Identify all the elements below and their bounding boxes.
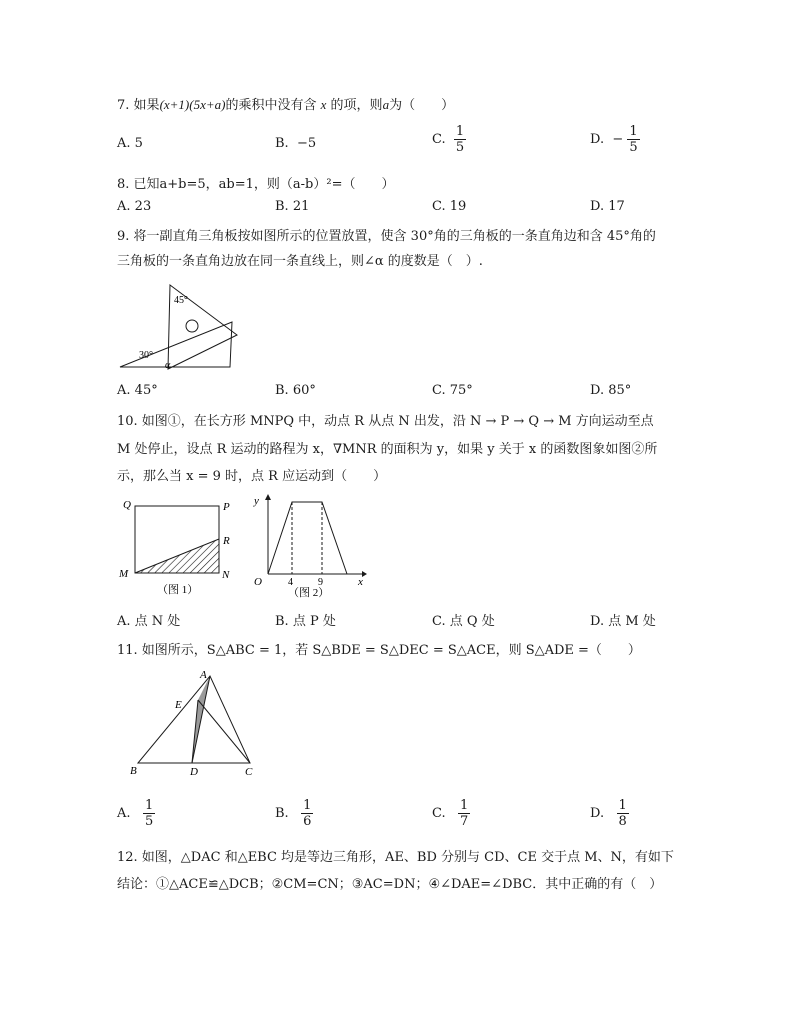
q8-option-a[interactable]: A. 23: [117, 199, 152, 214]
angle-30-label: 30°: [139, 350, 153, 361]
tick-4: 4: [288, 577, 293, 588]
q10-stem-line1: 10. 如图①，在长方形 MNPQ 中，动点 R 从点 N 出发，沿 N → P → Q → M 方向运动至点: [117, 414, 654, 429]
q10-stem-line2: M 处停止，设点 R 运动的路程为 x，∇MNR 的面积为 y，如果 y 关于 x 的函数图象如图②所: [117, 442, 658, 457]
q12-stem-line1: 12. 如图，△DAC 和△EBC 均是等边三角形，AE、BD 分别与 CD、CE 交于点 M、N，有如下: [117, 850, 674, 865]
label-a: A: [200, 669, 207, 681]
label-x: x: [358, 576, 363, 588]
q7-option-b[interactable]: B. −5: [275, 136, 317, 151]
q11-option-c[interactable]: C. $\frac{1}{7}$: [432, 798, 469, 829]
q9-stem-line2: 三角板的一条直角边放在同一条直线上，则∠α 的度数是（ ）.: [117, 254, 483, 269]
alpha-label: α: [165, 360, 171, 371]
q8-option-c[interactable]: C. 19: [432, 199, 467, 214]
label-n: N: [222, 569, 230, 581]
q10-option-c[interactable]: C. 点 Q 处: [432, 614, 495, 629]
triangle-30: [120, 322, 232, 367]
q11-option-b[interactable]: B. $\frac{1}{6}$: [275, 798, 312, 829]
label-p: P: [223, 501, 230, 513]
q10-option-b[interactable]: B. 点 P 处: [275, 614, 336, 629]
q9-option-c[interactable]: C. 75°: [432, 383, 473, 398]
label-c: C: [245, 766, 253, 778]
q8-option-d[interactable]: D. 17: [590, 199, 625, 214]
q11-figure: [128, 666, 268, 780]
label-e: E: [175, 699, 182, 711]
angle-45-label: 45°: [174, 295, 188, 306]
q10-option-a[interactable]: A. 点 N 处: [117, 614, 181, 629]
shaded-triangle-mnr: [135, 539, 219, 573]
q7-option-d[interactable]: D. − $\frac{1}{5}$: [590, 124, 638, 155]
label-b: B: [130, 765, 137, 777]
label-q: Q: [123, 499, 131, 511]
q9-figure: [115, 280, 245, 375]
label-o: O: [254, 576, 262, 588]
q9-stem-line1: 9. 将一副直角三角板按如图所示的位置放置，使含 30°角的三角板的一条直角边和含 45°角的: [117, 229, 656, 244]
figure2-caption: （图 2）: [288, 587, 330, 599]
y-axis-arrow: [265, 494, 271, 500]
q9-option-d[interactable]: D. 85°: [590, 383, 632, 398]
label-r: R: [223, 535, 230, 547]
label-m: M: [119, 568, 129, 580]
tick-9: 9: [318, 577, 323, 588]
q8-stem: 8. 已知a+b=5，ab=1，则（a-b）²=（ ）: [117, 177, 395, 192]
figure1-caption: （图 1）: [157, 584, 199, 596]
q7-option-a[interactable]: A. 5: [117, 136, 143, 151]
function-graph: [268, 502, 347, 574]
q7-stem: 7. 如果(x+1)(5x+a)的乘积中没有含 x 的项，则a为（ ）: [117, 97, 455, 113]
label-d: D: [190, 766, 198, 778]
q11-option-a[interactable]: A. $\frac{1}{5}$: [117, 798, 154, 829]
circle-hole: [186, 320, 198, 332]
q8-option-b[interactable]: B. 21: [275, 199, 310, 214]
segment-ec: [198, 700, 250, 763]
q11-option-d[interactable]: D. $\frac{1}{8}$: [590, 798, 627, 829]
q10-option-d[interactable]: D. 点 M 处: [590, 614, 656, 629]
q10-stem-line3: 示，那么当 x = 9 时，点 R 应运动到（ ）: [117, 469, 387, 484]
q9-option-b[interactable]: B. 60°: [275, 383, 316, 398]
label-y: y: [254, 495, 259, 507]
segment-ad: [192, 676, 210, 763]
q9-option-a[interactable]: A. 45°: [117, 383, 158, 398]
q10-figure2: [250, 492, 370, 602]
q10-figure1: [115, 492, 245, 602]
q7-option-c[interactable]: C. $\frac{1}{5}$: [432, 124, 465, 155]
q12-stem-line2: 结论：①△ACE≌△DCB；②CM=CN；③AC=DN；④∠DAE=∠DBC．其中正确的有（ ）: [117, 877, 663, 892]
q11-stem: 11. 如图所示，S△ABC = 1，若 S△BDE = S△DEC = S△ACE，则 S△ADE =（ ）: [117, 643, 641, 658]
